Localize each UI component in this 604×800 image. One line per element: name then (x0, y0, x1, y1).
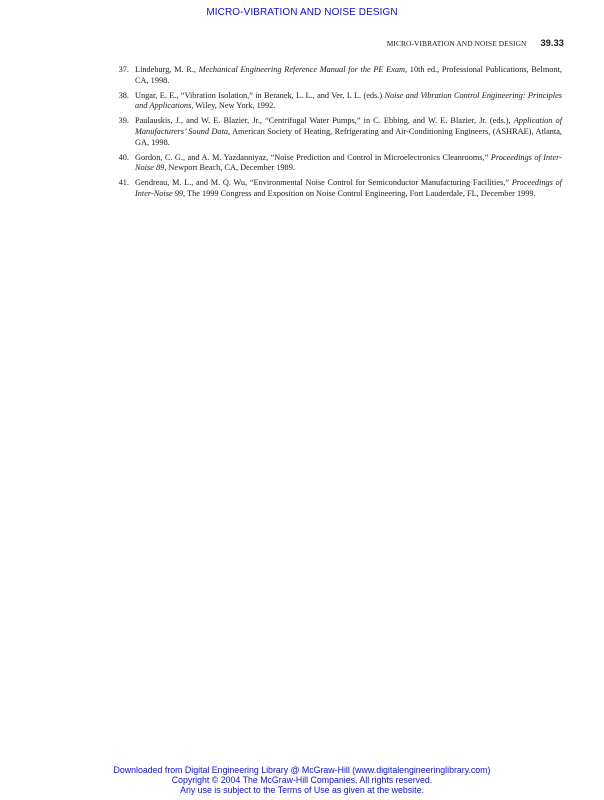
download-footer[interactable] (0, 765, 604, 795)
reference-item (110, 116, 562, 148)
reference-item (110, 153, 562, 175)
reference-text-segment: Ungar, E. E., “Vibration Isolation,” in Beranek, L. L., and Ver, I. L. (eds.) (135, 90, 385, 100)
document-banner-title[interactable]: MICRO-VIBRATION AND NOISE DESIGN (206, 7, 398, 18)
footer-copyright-line: Copyright © 2004 The McGraw-Hill Companies. All rights reserved. (171, 775, 433, 785)
reference-text-segment: Gendreau, M. L., and M. Q. Wu, “Environmental Noise Control for Semiconductor Manufacturing Facilities,” (135, 178, 512, 188)
running-head (387, 38, 564, 48)
reference-text (135, 65, 562, 87)
reference-title-italic: Noise and Vibration Control Engineering: Principles and Applications (135, 90, 563, 111)
reference-title-italic: Application of Manufacturers’ Sound Data (135, 116, 562, 136)
reference-number: 41. (118, 178, 129, 188)
reference-text (135, 153, 562, 175)
reference-text (135, 91, 562, 113)
footer-terms-line[interactable]: Any use is subject to the Terms of Use as given at the website. (180, 785, 424, 795)
reference-title-italic: Mechanical Engineering Reference Manual for the PE Exam (198, 65, 406, 74)
reference-item (110, 65, 562, 87)
reference-item (110, 178, 562, 200)
reference-item (110, 91, 562, 113)
reference-number: 37. (118, 65, 129, 74)
reference-number: 39. (118, 116, 129, 126)
reference-text (135, 116, 562, 148)
reference-text-segment: , Newport Beach, CA, December 1989. (164, 163, 295, 173)
reference-text-segment: , The 1999 Congress and Exposition on Noise Control Engineering, Fort Lauderdale, FL, December 1999. (183, 188, 536, 198)
reference-number: 38. (118, 90, 129, 100)
reference-text-segment: Lindeburg, M. R., (135, 65, 199, 74)
reference-text-segment: Gordon, C. G., and A. M. Yazdanniyaz, “Noise Prediction and Control in Microelectronics Cleanrooms,” (135, 152, 491, 162)
reference-title-italic: Proceedings of Inter-Noise 89 (135, 152, 562, 173)
reference-text-segment: Paulauskis, J., and W. E. Blazier, Jr., “Centrifugal Water Pumps,” in C. Ebbing, and W. E. Blazier, Jr. (eds.), (135, 116, 514, 126)
running-head-title: MICRO-VIBRATION AND NOISE DESIGN (386, 39, 527, 48)
page-number: 39.33 (540, 38, 564, 48)
reference-list (110, 65, 562, 204)
reference-text-segment: , Wiley, New York, 1992. (191, 101, 276, 111)
reference-text-segment: , 10th ed., Professional Publications, Belmont, CA, 1998. (135, 65, 562, 85)
reference-number: 40. (118, 152, 129, 162)
footer-download-line[interactable]: Downloaded from Digital Engineering Library @ McGraw-Hill (www.digitalengineeringlibrary.com) (113, 765, 491, 775)
reference-title-italic: Proceedings of Inter-Noise 99 (135, 178, 562, 198)
reference-text-segment: , American Society of Heating, Refrigerating and Air-Conditioning Engineers, (ASHRAE), Atlanta, GA, 1998. (135, 126, 562, 147)
reference-text (135, 178, 562, 200)
